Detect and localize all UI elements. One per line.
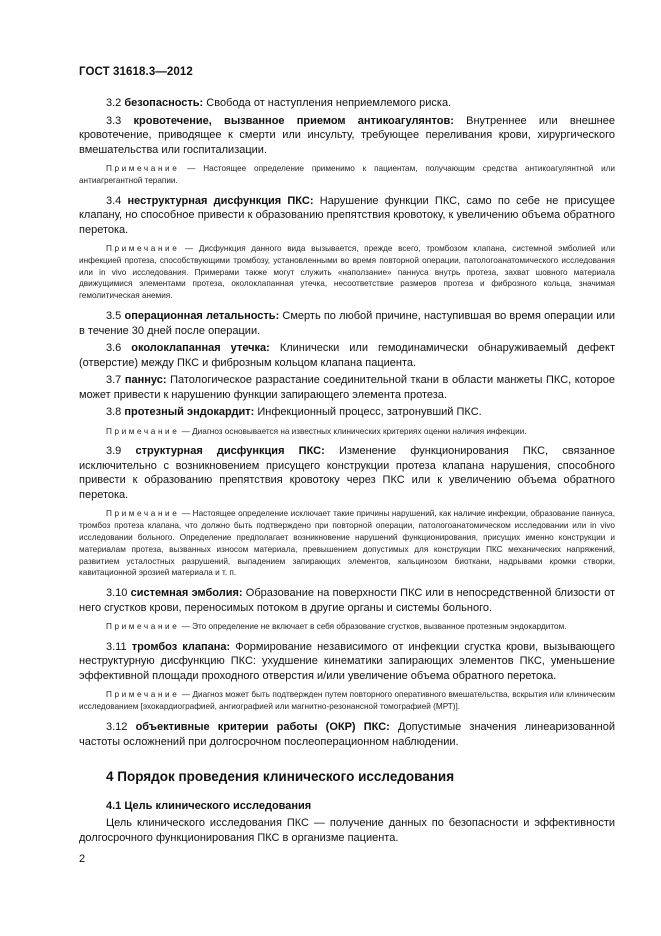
definition-term: кровотечение, вызванное приемом антикоагулянтов: (133, 114, 454, 127)
definition-number: 3.8 (106, 406, 125, 419)
note-text: Это определение не включает в себя образование сгустков, вызванное протезным эндокардитом. (192, 622, 567, 632)
definition-term: структурная дисфункция ПКС: (135, 445, 325, 458)
note-label: Примечание (106, 509, 180, 519)
definition-paragraph (79, 114, 615, 158)
note-paragraph (79, 689, 615, 713)
page-number: 2 (79, 853, 86, 865)
definition-paragraph (79, 96, 615, 111)
definition-paragraph (79, 405, 615, 420)
definition-paragraph (79, 194, 615, 238)
definition-term: околоклапанная утечка: (131, 342, 270, 355)
note-text: Диагноз основывается на известных клинических критериях оценки наличия инфекции. (192, 426, 527, 436)
definition-term: безопасность: (124, 97, 204, 109)
definitions-list (79, 96, 615, 749)
definition-number: 3.4 (106, 194, 128, 207)
definition-number: 3.2 (106, 97, 125, 109)
note-dash: — (179, 164, 204, 173)
note-text: Настоящее определение применимо к пациентам, получающим средства антикоагулянтной или антиагрегантной терапии. (79, 164, 615, 185)
definition-number: 3.11 (106, 640, 132, 653)
note-dash: — (179, 244, 199, 254)
definition-paragraph (79, 309, 615, 338)
definition-text: Смерть по любой причине, наступившая во время операции или в течение 30 дней после операции. (79, 310, 616, 337)
definition-term: неструктурная дисфункция ПКС: (127, 194, 314, 207)
note-paragraph (79, 426, 615, 438)
definition-number: 3.12 (106, 721, 136, 734)
note-dash: — (179, 690, 193, 700)
definition-term: системная эмболия: (130, 587, 243, 600)
definition-text: Инфекционный процесс, затронувший ПКС. (254, 406, 482, 419)
section-heading: 4 Порядок проведения клинического исследования (106, 769, 455, 785)
definition-paragraph (79, 341, 615, 370)
definition-paragraph (79, 640, 615, 684)
definition-term: операционная летальность: (124, 310, 280, 323)
definition-text: Нарушение функции ПКС, само по себе не присущее клапану, но способное привести к образованию препятствия кровотоку, к увеличению объема обратного перетока. (79, 194, 615, 236)
definition-number: 3.9 (106, 445, 136, 458)
definition-number: 3.3 (106, 114, 134, 127)
definition-text: Допустимые значения линеаризованной частоты осложнений при долгосрочном послеоперационном наблюдении. (79, 721, 615, 748)
definition-number: 3.6 (106, 342, 132, 355)
definition-text: Клинически или гемодинамически обнаруживаемый дефект (отверстие) между ПКС и фиброзным кольцом клапана пациента. (79, 342, 615, 369)
definition-term: паннус: (124, 374, 167, 387)
note-label: Примечание (106, 164, 180, 173)
note-text: Диагноз может быть подтвержден путем повторного оперативного вмешательства, вскрытия или клиническим исследованием [эхокардиографией, ангиографией или магнитно-резонансной томографией (МРТ)]. (79, 690, 615, 712)
note-dash: — (179, 426, 193, 436)
note-dash: — (179, 622, 193, 632)
note-text: Дисфункция данного вида вызывается, прежде всего, тромбозом клапана, системной эмболией или инфекцией протеза, способствующими тромбозу, установленными во время повторной операции, патологоанатомического исследования или in vivo исследования. Примерами также могут служить «наползание» паннуса внутрь протеза, захват шовного материала движущимися элементами протеза, околоклапанная утечка, несоответствие размеров протеза и фиброзного кольца, значимая гемолитическая анемия. (79, 244, 615, 301)
note-label: Примечание (106, 690, 180, 700)
definition-text: Внутреннее или внешнее кровотечение, приводящее к смерти или инсульту, требующее переливания крови, хирургического вмешательства или госпитализации. (79, 114, 615, 156)
document-header: ГОСТ 31618.3—2012 (79, 66, 193, 78)
note-paragraph (79, 621, 615, 633)
note-dash: — (179, 509, 193, 519)
definition-term: объективные критерии работы (ОКР) ПКС: (135, 721, 390, 734)
note-paragraph (79, 163, 615, 187)
definition-number: 3.7 (106, 374, 125, 387)
definition-text: Формирование независимого от инфекции сгустка крови, вызывающего неструктурную дисфункцию ПКС: ухудшение кинематики запирающих элементов ПКС, уменьшение эффективной площади проходного отверстия и/или увеличение объема обратного перетока. (79, 640, 615, 682)
definition-paragraph (79, 586, 615, 615)
note-paragraph (79, 508, 615, 579)
definition-paragraph (79, 373, 615, 402)
note-label: Примечание (106, 244, 180, 254)
definition-paragraph (79, 720, 615, 749)
definition-text: Патологическое разрастание соединительной ткани в области манжеты ПКС, которое может привести к нарушению функции запирающего элемента протеза. (79, 374, 615, 401)
note-text: Настоящее определение исключает такие причины нарушений, как наличие инфекции, образование паннуса, тромбоз протеза клапана, что должно быть подтверждено при повторной операции, патологоанатомическом исследовании или in vivo исследовании больного. Определение предполагает возникновение нарушений функционирования, присущих именно конструкции и материалам протеза, вызванных износом материала, превышением допустимых для конструкции ПКС механических напряжений, развитием усталостных разрушений, выпадением запирающих элементов, кальцинозом биоткани, надрывами кромки створки, кавитационной эрозией материала и т. п. (79, 509, 615, 578)
definition-text: Изменение функционирования ПКС, связанное исключительно с возникновением присущего конструкции протеза клапана нарушения, способного привести к образованию препятствия кровотоку через ПКС или к увеличению объема обратного перетока. (79, 445, 615, 501)
note-paragraph (79, 243, 615, 302)
note-label: Примечание (106, 622, 180, 632)
definition-number: 3.5 (106, 310, 125, 323)
definition-text: Свобода от наступления неприемлемого риска. (203, 97, 452, 109)
definition-term: тромбоз клапана: (131, 640, 231, 653)
subsection-heading: 4.1 Цель клинического исследования (106, 800, 312, 813)
document-body (79, 96, 615, 848)
definition-text: Образование на поверхности ПКС или в непосредственной близости от него сгустков крови, переносимых потоком в другие органы и системы больного. (79, 587, 615, 614)
note-label: Примечание (106, 426, 180, 436)
definition-paragraph (79, 444, 615, 502)
definition-term: протезный эндокардит: (124, 406, 255, 419)
definition-number: 3.10 (106, 587, 131, 600)
section-paragraph: Цель клинического исследования ПКС — получение данных по безопасности и эффективности долгосрочного функционирования ПКС в организме пациента. (79, 817, 615, 844)
